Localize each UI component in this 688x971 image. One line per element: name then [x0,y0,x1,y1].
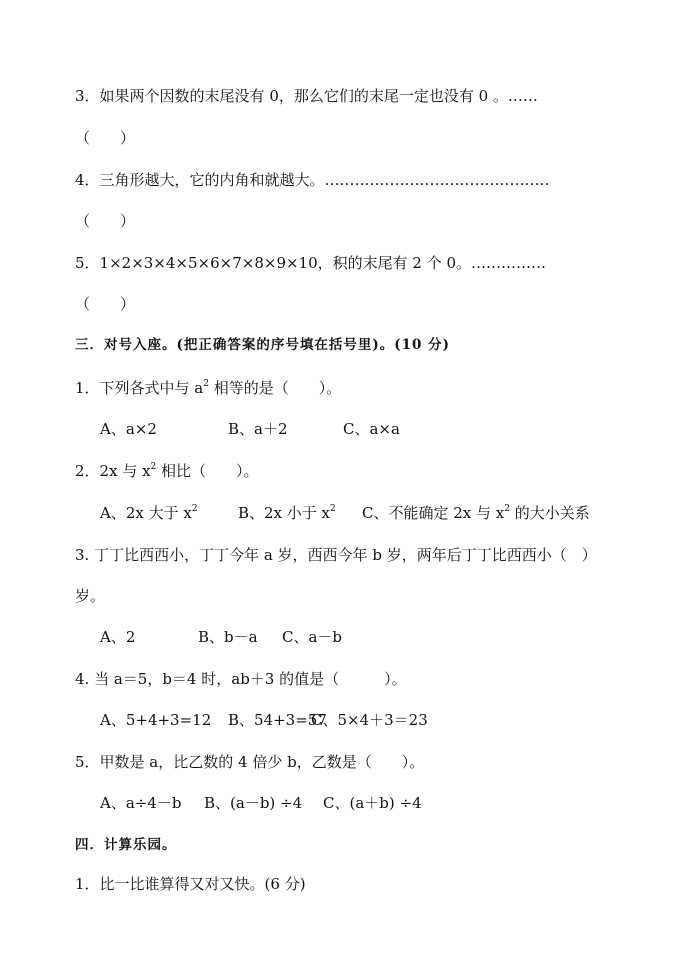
section3-heading: 三．对号入座。(把正确答案的序号填在括号里)。(10 分) [75,337,451,353]
s3-q4-opt-b: B、54+3=57 [228,711,327,729]
s3-q5-opt-b: B、(a－b) ÷4 [204,794,303,812]
s3-q4-text: 4. 当 a＝5，b＝4 时，ab＋3 的值是（ ）。 [75,670,407,688]
judge-q3-text: 3．如果两个因数的末尾没有 0，那么它们的末尾一定也没有 0 。…… [75,87,538,105]
s3-q2-opt-a: A、2x 大于 $x^2$ [100,504,198,522]
s3-q1-opt-b: B、a＋2 [228,420,288,438]
judge-q4-text: 4．三角形越大，它的内角和就越大。……………………………………… [75,171,550,189]
judge-q5-paren: （ ） [75,295,136,313]
s3-q3-opt-c: C、a－b [282,628,343,646]
s3-q3-line2: 岁。 [75,587,106,605]
s3-q5-text: 5．甲数是 a，比乙数的 4 倍少 b，乙数是（ ）。 [75,753,425,771]
judge-q3-paren: （ ） [75,129,136,147]
s3-q3-opt-a: A、2 [100,628,136,646]
s3-q3-line1: 3. 丁丁比西西小，丁丁今年 a 岁，西西今年 b 岁，两年后丁丁比西西小（ ） [75,546,597,564]
section4-heading: 四．计算乐园。 [75,837,177,853]
judge-q5-text: 5．1×2×3×4×5×6×7×8×9×10，积的末尾有 2 个 0。…………… [75,254,547,272]
s3-q4-opt-c: C、5×4＋3＝23 [311,711,428,729]
s3-q1-text: 1．下列各式中与 $a^2$ 相等的是（ ）。 [75,379,342,397]
s3-q3-opt-b: B、b－a [198,628,258,646]
s3-q5-opt-c: C、(a＋b) ÷4 [323,794,422,812]
s3-q1-opt-c: C、a×a [343,420,400,438]
s3-q2-text: 2．2x 与 $x^2$ 相比（ ）。 [75,462,259,480]
s3-q4-opt-a: A、5+4+3=12 [100,711,212,729]
s3-q5-opt-a: A、a÷4－b [100,794,182,812]
judge-q4-paren: （ ） [75,212,136,230]
s3-q2-opt-c: C、不能确定 2x 与 $x^2$ 的大小关系 [362,504,590,522]
s3-q1-opt-a: A、a×2 [100,420,157,438]
s3-q2-opt-b: B、2x 小于 $x^2$ [238,504,336,522]
s4-q1-text: 1．比一比谁算得又对又快。(6 分) [75,875,306,893]
